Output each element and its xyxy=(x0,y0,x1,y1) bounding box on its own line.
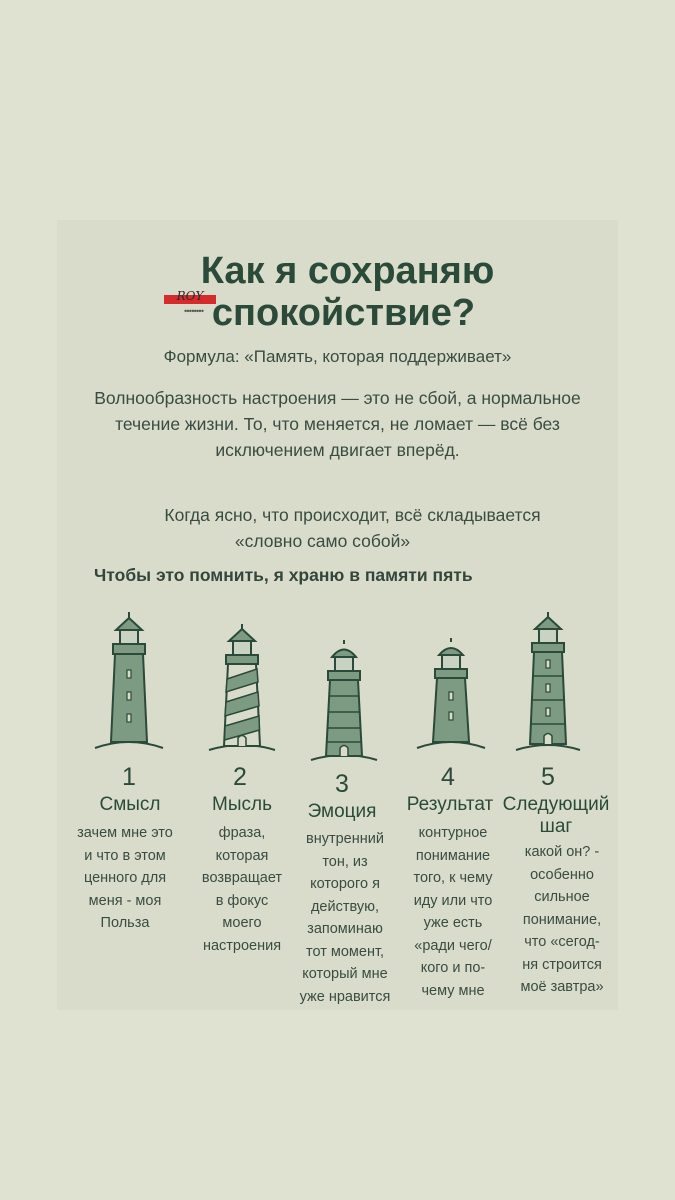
step-4-number: 4 xyxy=(441,763,455,791)
step-5-name: Следующий шаг xyxy=(502,794,610,837)
paragraph-clarity xyxy=(80,502,595,554)
step-3-number: 3 xyxy=(335,770,349,798)
step-4-description: контурное понимание того, к чему иду или что уже есть «ради чего/ кого и по- чему мне xyxy=(413,825,493,999)
paragraph-mood: Волнообразность настроения — это не сбой, а нормальное течение жизни. То, что меняется, не ломает — всё без исключением двигает вперёд. xyxy=(94,388,581,460)
step-2-description: фраза, которая возвращает в фокус моего настроения xyxy=(201,825,283,954)
step-1-description: зачем мне это и что в этом ценного для меня - моя Польза xyxy=(77,825,173,931)
lighthouse-5-icon xyxy=(512,612,584,754)
svg-text:●●●●●●●●: ●●●●●●●● xyxy=(184,308,204,313)
lighthouse-3-icon xyxy=(308,640,380,764)
formula-text: Формула: «Память, которая поддерживает» xyxy=(163,347,512,366)
step-3-description: внутренний тон, из которого я действую, запоминаю тот момент, который мне уже нравится xyxy=(299,831,391,1005)
step-4-name: Результат xyxy=(406,794,494,815)
step-2-number: 2 xyxy=(233,763,247,791)
step-1-name: Смысл xyxy=(99,794,161,815)
title-line-1: Как я сохраняю xyxy=(200,250,495,292)
step-3-name: Эмоция xyxy=(307,801,377,822)
remember-heading: Чтобы это помнить, я храню в памяти пять xyxy=(94,565,473,585)
step-5-description: какой он? - особенно сильное понимание, что «сегод- ня строится моё завтра» xyxy=(520,844,604,995)
lighthouse-4-icon xyxy=(414,638,488,752)
paragraph-clarity-line-2: «словно само собой» xyxy=(234,531,411,551)
step-5-number: 5 xyxy=(541,763,555,791)
lighthouse-1-icon xyxy=(92,612,166,752)
title-line-2: спокойствие? xyxy=(211,292,476,334)
svg-text:ROY: ROY xyxy=(176,289,204,303)
step-1-number: 1 xyxy=(122,763,136,791)
step-2-name: Мысль xyxy=(212,794,272,815)
lighthouse-2-icon xyxy=(206,624,278,754)
paragraph-clarity-line-1: Когда ясно, что происходит, всё складывается xyxy=(164,505,541,525)
